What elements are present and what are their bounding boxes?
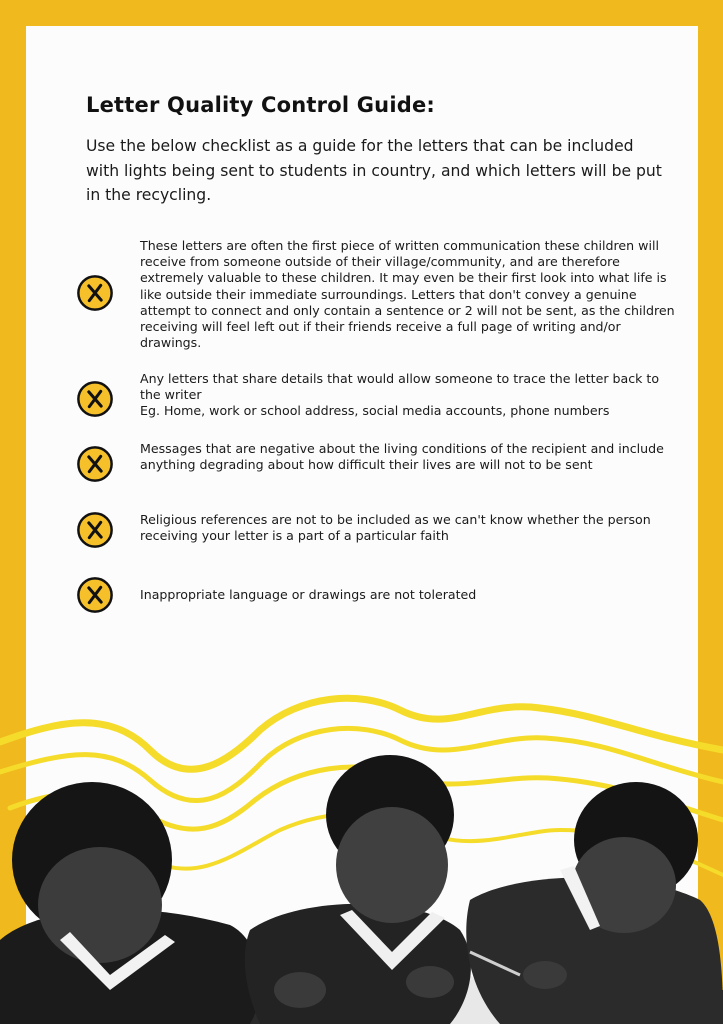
checklist-item-text: Messages that are negative about the living conditions of the recipient and include anything degrading about how difficult their lives are will not to be sent bbox=[140, 441, 664, 473]
x-circle-icon bbox=[76, 511, 114, 549]
checklist-item-text: These letters are often the first piece of written communication these children will receive from someone outside of their village/community, and are therefore extremely valuable to these children. It may even be their first look into what life is like outside their immediate surroundings. Letters that don't convey a genuine attempt to connect and only contain a sentence or 2 will not be sent, as the children receiving will feel left out if their friends receive a full page of writing and/or drawings. bbox=[140, 238, 675, 351]
checklist-item-text: Religious references are not to be included as we can't know whether the person receiving your letter is a part of a particular faith bbox=[140, 512, 651, 544]
x-circle-icon bbox=[76, 445, 114, 483]
children-writing-letters-photo bbox=[0, 690, 723, 1024]
checklist-item-text: Inappropriate language or drawings are not tolerated bbox=[140, 587, 477, 602]
intro-paragraph: Use the below checklist as a guide for the letters that can be included with lights being sent to students in country, and which letters will be put in the recycling. bbox=[86, 137, 662, 204]
checklist-item-text: Any letters that share details that would allow someone to trace the letter back to the writer bbox=[140, 371, 660, 403]
x-circle-icon bbox=[76, 380, 114, 418]
checklist-item-example: Eg. Home, work or school address, social media accounts, phone numbers bbox=[140, 403, 610, 419]
x-circle-icon bbox=[76, 576, 114, 614]
page-title: Letter Quality Control Guide: bbox=[86, 93, 435, 117]
x-circle-icon bbox=[76, 274, 114, 312]
